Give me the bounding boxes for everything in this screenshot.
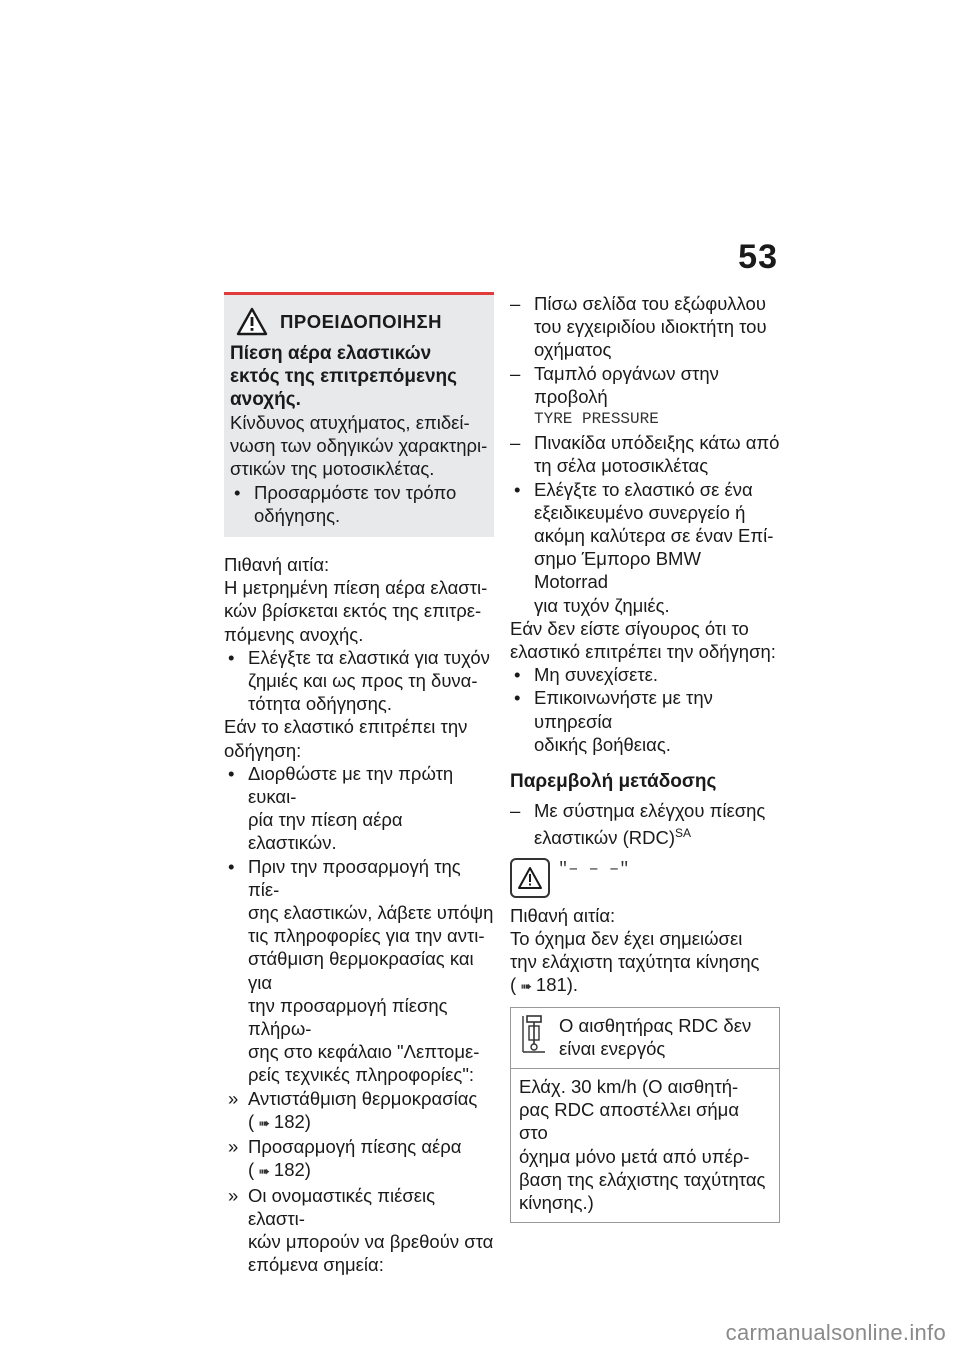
warning-light-icon — [510, 858, 550, 898]
watermark: carmanualsonline.info — [725, 1320, 946, 1345]
cause-line: κών βρίσκεται εκτός της επιτρε- — [224, 600, 482, 622]
section-title: Παρεμβολή μετάδοσης — [510, 771, 717, 793]
dash-item-plate — [510, 431, 780, 477]
ref-nominal-pressures — [224, 1184, 494, 1277]
bullet-correct-pressure — [224, 762, 494, 855]
warning-header — [230, 307, 494, 336]
dash-marker: – — [510, 293, 521, 314]
bullet-line: για τυχόν ζημιές. — [534, 594, 670, 616]
bullet-line: Ελέγξτε τα ελαστικά για τυχόν — [248, 646, 490, 668]
condition-line: Εάν δεν είστε σίγουρος ότι το — [510, 617, 749, 639]
bullet-check-tires — [224, 646, 494, 716]
warning-body-line: Κίνδυνος ατυχήματος, επιδεί- — [230, 412, 470, 433]
dash-line: ελαστικών (RDC) — [534, 827, 676, 849]
cause-line: Η μετρημένη πίεση αέρα ελαστι- — [224, 577, 488, 599]
bullet-marker: • — [228, 762, 235, 784]
ref-label: Προσαρμογή πίεσης αέρα — [248, 1136, 462, 1158]
bullet-marker: • — [514, 664, 521, 686]
rdc-info-title-line: είναι ενεργός — [559, 1037, 666, 1059]
rdc-info-line: κίνησης.) — [519, 1192, 594, 1214]
cause-text — [510, 927, 780, 999]
warning-subtitle-line: Πίεση αέρα ελαστικών — [230, 343, 432, 364]
warning-bullet — [230, 481, 494, 527]
ref-line: κών μπορούν να βρεθούν στα — [248, 1230, 494, 1252]
warning-bullet-line: οδήγησης. — [254, 504, 341, 526]
paren: ( — [248, 1159, 255, 1181]
cause-line: την ελάχιστη ταχύτητα κίνησης — [510, 951, 760, 973]
rdc-info-line: όχημα μόνο μετά από υπέρ- — [519, 1145, 750, 1167]
bullet-marker: • — [514, 478, 521, 500]
dash-marker: – — [510, 800, 521, 822]
dash-marker: – — [510, 432, 521, 454]
dash-line: τη σέλα μοτοσικλέτας — [534, 455, 709, 477]
bullet-line: Πριν την προσαρμογή της πίε- — [248, 855, 461, 900]
bullet-line: τις πληροφορίες για την αντι- — [248, 925, 485, 947]
dash-item-dashboard — [510, 362, 780, 432]
bullet-marker: • — [514, 687, 521, 709]
bullet-line: εξειδικευμένο συνεργείο ή — [534, 501, 746, 523]
condition-text — [510, 617, 780, 663]
bullet-line: Ελέγξτε το ελαστικό σε ένα — [534, 478, 753, 500]
condition-line: ελαστικό επιτρέπει την οδήγηση: — [510, 641, 776, 663]
cause-label: Πιθανή αιτία: — [224, 554, 330, 576]
bullet-line: ακόμη καλύτερα σε έναν Επί- — [534, 525, 774, 547]
bullet-line: την προσαρμογή πίεσης πλήρω- — [248, 994, 448, 1040]
condition-text — [224, 715, 494, 761]
arrow-right-icon: ➠ — [520, 978, 532, 995]
rdc-info-title-line: Ο αισθητήρας RDC δεν — [559, 1014, 752, 1036]
paren: ( — [248, 1110, 255, 1132]
bullet-marker: • — [228, 855, 235, 877]
warning-subtitle-line: εκτός της επιτρεπόμενης — [230, 366, 458, 387]
ref-temperature-compensation[interactable] — [224, 1087, 494, 1135]
cause-line: Το όχημα δεν έχει σημειώσει — [510, 928, 743, 950]
dash-line: οχήματος — [534, 339, 612, 361]
ref-page: 182) — [273, 1110, 311, 1132]
bullet-line: Μη συνεχίσετε. — [534, 664, 659, 686]
rdc-info-header — [511, 1008, 779, 1069]
rdc-info-line: Ελάχ. 30 km/h (Ο αισθητή- — [519, 1076, 739, 1098]
bullet-do-not-continue — [510, 663, 780, 686]
ref-marker: » — [228, 1087, 239, 1109]
status-display: "– – –" — [558, 859, 630, 879]
cause-line: πόμενης ανοχής. — [224, 623, 364, 645]
bullet-line: ρία την πίεση αέρα ελαστικών. — [248, 809, 403, 854]
dash-item-cover — [510, 292, 780, 362]
status-indicator-row — [510, 858, 780, 898]
warning-body — [230, 411, 494, 481]
left-column — [224, 292, 494, 1276]
arrow-right-icon: ➠ — [258, 1163, 270, 1180]
bullet-line: σης στο κεφάλαιο "Λεπτομε- — [248, 1041, 480, 1063]
bullet-line: σημο Έμπορο BMW Motorrad — [534, 548, 701, 593]
warning-body-line: στικών της μοτοσικλέτας. — [230, 458, 435, 480]
rdc-info-box — [510, 1007, 780, 1224]
condition-line: Εάν το ελαστικό επιτρέπει την — [224, 716, 468, 738]
warning-title: ΠΡΟΕΙΔΟΠΟΙΗΣΗ — [280, 310, 442, 332]
rdc-info-line: ρας RDC αποστέλλει σήμα στο — [519, 1099, 740, 1144]
bullet-line: Επικοινωνήστε με την υπηρεσία — [534, 687, 713, 732]
warning-bullet-line: Προσαρμόστε τον τρόπο — [254, 481, 457, 503]
dash-line: του εγχειριδίου ιδιοκτήτη του — [534, 316, 767, 338]
ref-label: Αντιστάθμιση θερμοκρασίας — [248, 1087, 478, 1109]
dash-line: Πινακίδα υπόδειξης κάτω από — [534, 432, 780, 454]
bullet-line: Διορθώστε με την πρώτη ευκαι- — [248, 762, 454, 808]
ref-line: επόμενα σημεία: — [248, 1254, 384, 1276]
bullet-line: ρείς τεχνικές πληροφορίες": — [248, 1064, 475, 1086]
warning-triangle-icon — [236, 307, 268, 336]
bullet-marker: • — [228, 646, 235, 668]
ref-line: Οι ονομαστικές πιέσεις ελαστι- — [248, 1184, 436, 1229]
dash-line: Πίσω σελίδα του εξώφυλλου — [534, 293, 766, 314]
bullet-before-adjust — [224, 855, 494, 1087]
condition-line: οδήγηση: — [224, 739, 302, 761]
cause-text — [224, 576, 494, 646]
arrow-right-icon: ➠ — [258, 1114, 270, 1131]
rdc-info-title — [559, 1014, 751, 1060]
bullet-line: στάθμιση θερμοκρασίας και για — [248, 948, 474, 993]
ref-marker: » — [228, 1184, 239, 1206]
special-equipment-badge: SA — [675, 826, 692, 841]
paren: ( — [510, 974, 517, 996]
cause-label: Πιθανή αιτία: — [510, 904, 616, 926]
bullet-workshop — [510, 478, 780, 617]
dash-line: Ταμπλό οργάνων στην προβολή — [534, 362, 719, 407]
bullet-line: οδικής βοήθειας. — [534, 733, 671, 755]
bullet-roadside-assistance — [510, 686, 780, 756]
ref-page: 182) — [273, 1159, 311, 1181]
rdc-info-body — [511, 1069, 779, 1222]
ref-pressure-adjustment[interactable] — [224, 1135, 494, 1183]
dash-item-rdc — [510, 799, 780, 850]
warning-subtitle-line: ανοχής. — [230, 389, 301, 410]
display-mode-name: TYRE PRESSURE — [534, 410, 659, 429]
ref-page[interactable]: 181). — [535, 974, 579, 996]
dash-line: Με σύστημα ελέγχου πίεσης — [534, 800, 766, 822]
page-number: 53 — [738, 238, 778, 276]
tire-pressure-sensor-icon — [519, 1014, 549, 1054]
dash-marker: – — [510, 362, 521, 384]
bullet-marker: • — [234, 481, 241, 503]
right-column — [510, 292, 780, 1223]
warning-box — [224, 292, 494, 537]
ref-marker: » — [228, 1136, 239, 1158]
bullet-line: τότητα οδήγησης. — [248, 693, 392, 715]
warning-subtitle — [230, 342, 494, 411]
rdc-info-line: βαση της ελάχιστης ταχύτητας — [519, 1168, 766, 1190]
warning-body-line: νωση των οδηγικών χαρακτηρι- — [230, 435, 488, 457]
bullet-line: σης ελαστικών, λάβετε υπόψη — [248, 902, 494, 924]
bullet-line: ζημιές και ως προς τη δυνα- — [248, 670, 478, 692]
